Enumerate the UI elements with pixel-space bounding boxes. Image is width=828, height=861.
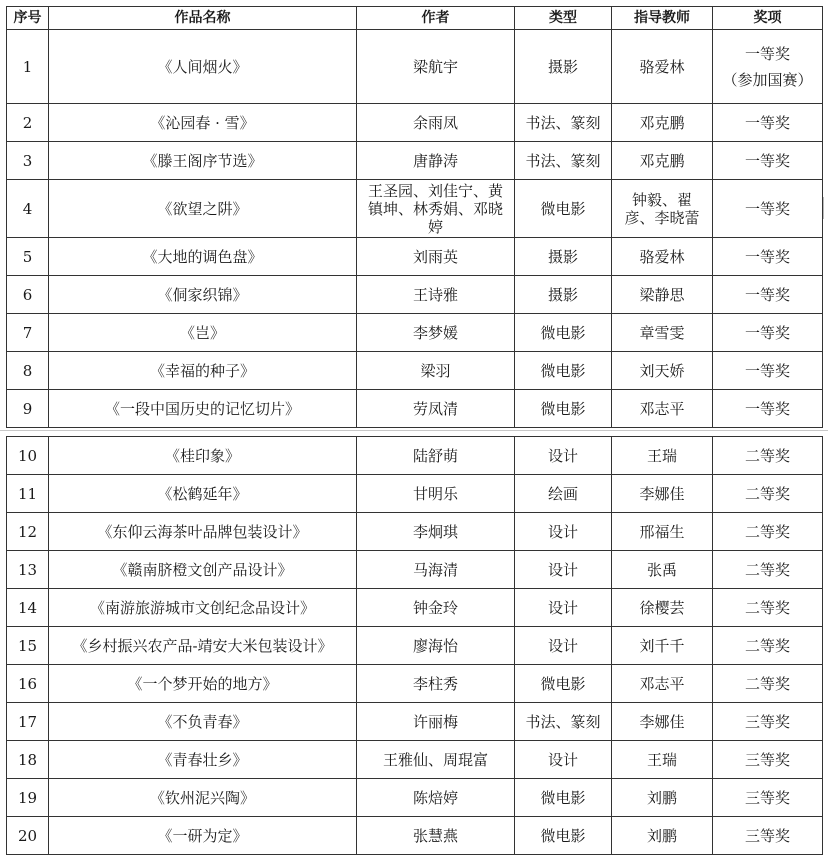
cell-author	[357, 589, 515, 627]
table-row	[7, 180, 823, 238]
cell-type	[515, 741, 612, 779]
cell-type	[515, 589, 612, 627]
cell-no	[7, 817, 49, 855]
cell-teacher	[612, 30, 713, 104]
award-text: 三等奖	[744, 826, 790, 845]
title-text: 《沁园春 · 雪》	[150, 113, 255, 132]
no-text: 6	[22, 285, 33, 304]
table-row	[7, 627, 823, 665]
cell-award	[713, 104, 823, 142]
no-text: 8	[22, 361, 33, 380]
page-separator	[0, 430, 828, 431]
cell-author	[357, 703, 515, 741]
teacher-text: 邓志平	[639, 399, 685, 418]
award-text: 二等奖	[744, 560, 790, 579]
teacher-text: 邓克鹏	[639, 113, 685, 132]
no-text: 20	[17, 826, 38, 845]
cell-award	[713, 665, 823, 703]
award-text: 二等奖	[744, 636, 790, 655]
cell-author	[357, 238, 515, 276]
author-text: 许丽梅	[412, 712, 458, 731]
cell-type	[515, 513, 612, 551]
type-text: 摄影	[547, 57, 578, 76]
cell-teacher	[612, 390, 713, 428]
cell-teacher	[612, 513, 713, 551]
cell-type	[515, 779, 612, 817]
awards-table-part-2	[6, 436, 823, 855]
cell-title	[49, 437, 357, 475]
table-row	[7, 513, 823, 551]
table-row	[7, 238, 823, 276]
award-text: 一等奖	[744, 44, 790, 63]
cell-no	[7, 314, 49, 352]
cell-title	[49, 390, 357, 428]
cell-no	[7, 779, 49, 817]
header-award: 奖项	[713, 7, 823, 30]
award-text: 一等奖	[744, 199, 790, 218]
teacher-text: 李娜佳	[639, 712, 685, 731]
cell-award	[713, 589, 823, 627]
cell-no	[7, 741, 49, 779]
title-text: 《桂印象》	[164, 446, 240, 465]
cell-title	[49, 142, 357, 180]
type-text: 设计	[547, 446, 578, 465]
teacher-text: 刘鹏	[646, 788, 677, 807]
award-text: 二等奖	[744, 674, 790, 693]
award-text: 二等奖	[744, 522, 790, 541]
cell-author	[357, 104, 515, 142]
cell-teacher	[612, 352, 713, 390]
teacher-text: 刘天娇	[639, 361, 685, 380]
cell-type	[515, 703, 612, 741]
award-text: 一等奖	[744, 399, 790, 418]
cell-award	[713, 475, 823, 513]
cell-title	[49, 352, 357, 390]
cell-author	[357, 665, 515, 703]
cell-no	[7, 276, 49, 314]
cell-type	[515, 627, 612, 665]
author-text: 廖海怡	[412, 636, 458, 655]
type-text: 书法、篆刻	[525, 113, 601, 132]
cell-author	[357, 817, 515, 855]
no-text: 19	[17, 788, 38, 807]
cell-award	[713, 352, 823, 390]
cell-teacher	[612, 180, 713, 238]
teacher-text: 李娜佳	[639, 484, 685, 503]
type-text: 摄影	[547, 247, 578, 266]
type-text: 绘画	[547, 484, 578, 503]
cell-no	[7, 104, 49, 142]
title-text: 《人间烟火》	[157, 57, 248, 76]
award-text: 二等奖	[744, 598, 790, 617]
awards-table-part-1	[6, 6, 823, 428]
cell-award	[713, 703, 823, 741]
type-text: 微电影	[540, 826, 586, 845]
title-text: 《东仰云海茶叶品牌包装设计》	[97, 522, 308, 541]
cell-teacher	[612, 314, 713, 352]
cell-teacher	[612, 238, 713, 276]
cell-award	[713, 741, 823, 779]
cell-title	[49, 627, 357, 665]
header-no: 序号	[7, 7, 49, 30]
teacher-text: 刘千千	[639, 636, 685, 655]
cell-title	[49, 513, 357, 551]
cell-type	[515, 180, 612, 238]
title-text: 《松鹤延年》	[157, 484, 248, 503]
cell-type	[515, 551, 612, 589]
cell-teacher	[612, 276, 713, 314]
author-text: 唐静涛	[412, 151, 458, 170]
author-text: 王雅仙、周琨富	[382, 750, 488, 769]
cell-award	[713, 437, 823, 475]
title-text: 《大地的调色盘》	[142, 247, 263, 266]
cell-author	[357, 437, 515, 475]
cell-award	[713, 627, 823, 665]
type-text: 设计	[547, 598, 578, 617]
cell-no	[7, 390, 49, 428]
cell-no	[7, 513, 49, 551]
author-text: 余雨凤	[412, 113, 458, 132]
award-text: 一等奖	[744, 323, 790, 342]
cell-title	[49, 30, 357, 104]
title-text: 《一研为定》	[157, 826, 248, 845]
author-text: 钟金玲	[412, 598, 458, 617]
cell-author	[357, 276, 515, 314]
type-text: 微电影	[540, 361, 586, 380]
title-text: 《一段中国历史的记忆切片》	[104, 399, 300, 418]
type-text: 设计	[547, 522, 578, 541]
cell-author	[357, 551, 515, 589]
cell-title	[49, 741, 357, 779]
cell-award	[713, 390, 823, 428]
cell-no	[7, 180, 49, 238]
header-type: 类型	[515, 7, 612, 30]
cell-type	[515, 314, 612, 352]
award-text: 一等奖	[744, 285, 790, 304]
cell-author	[357, 627, 515, 665]
type-text: 微电影	[540, 674, 586, 693]
no-text: 5	[22, 247, 33, 266]
author-text: 陈焙婷	[412, 788, 458, 807]
cell-title	[49, 665, 357, 703]
table-row	[7, 437, 823, 475]
cell-author	[357, 30, 515, 104]
no-text: 7	[22, 323, 33, 342]
cell-author	[357, 142, 515, 180]
author-text: 甘明乐	[412, 484, 458, 503]
no-text: 9	[22, 399, 33, 418]
cell-title	[49, 104, 357, 142]
cell-teacher	[612, 665, 713, 703]
cell-author	[357, 513, 515, 551]
teacher-text: 骆爱林	[639, 247, 685, 266]
cell-type	[515, 104, 612, 142]
cell-teacher	[612, 627, 713, 665]
type-text: 微电影	[540, 788, 586, 807]
cell-title	[49, 703, 357, 741]
teacher-text: 骆爱林	[639, 57, 685, 76]
award-text: 三等奖	[744, 712, 790, 731]
cell-teacher	[612, 551, 713, 589]
award-text: 二等奖	[744, 446, 790, 465]
cell-award	[713, 551, 823, 589]
award-text: 二等奖	[744, 484, 790, 503]
type-text: 设计	[547, 750, 578, 769]
cell-teacher	[612, 104, 713, 142]
cell-teacher	[612, 142, 713, 180]
author-text: 刘雨英	[412, 247, 458, 266]
no-text: 14	[17, 598, 38, 617]
cell-teacher	[612, 437, 713, 475]
type-text: 设计	[547, 560, 578, 579]
cell-type	[515, 437, 612, 475]
header-teacher: 指导教师	[612, 7, 713, 30]
no-text: 17	[17, 712, 38, 731]
award-note-text: （参加国赛）	[722, 70, 813, 89]
header-author: 作者	[357, 7, 515, 30]
cell-award	[713, 817, 823, 855]
title-text: 《幸福的种子》	[149, 361, 255, 380]
cell-title	[49, 551, 357, 589]
cell-type	[515, 276, 612, 314]
no-text: 1	[22, 57, 33, 76]
table-row	[7, 475, 823, 513]
cell-title	[49, 276, 357, 314]
cell-no	[7, 627, 49, 665]
cell-no	[7, 589, 49, 627]
no-text: 2	[22, 113, 33, 132]
teacher-text: 张禹	[646, 560, 677, 579]
teacher-text: 邢福生	[639, 522, 685, 541]
award-text: 一等奖	[744, 113, 790, 132]
cell-award	[713, 238, 823, 276]
table-row	[7, 314, 823, 352]
cell-award	[713, 30, 823, 104]
author-text: 劳凤清	[412, 399, 458, 418]
table-row	[7, 665, 823, 703]
title-text: 《不负青春》	[157, 712, 248, 731]
author-text: 李梦媛	[412, 323, 458, 342]
cell-no	[7, 30, 49, 104]
cell-author	[357, 779, 515, 817]
cell-author	[357, 352, 515, 390]
cell-teacher	[612, 817, 713, 855]
cell-teacher	[612, 475, 713, 513]
header-row	[7, 7, 823, 30]
type-text: 书法、篆刻	[525, 151, 601, 170]
teacher-text: 钟毅、翟彦、李晓蕾	[624, 190, 700, 227]
cell-award	[713, 779, 823, 817]
author-text: 王圣园、刘佳宁、黄镇坤、林秀娟、邓晓婷	[367, 181, 503, 236]
cell-award	[713, 180, 823, 238]
cell-type	[515, 390, 612, 428]
cell-award	[713, 314, 823, 352]
no-text: 13	[17, 560, 38, 579]
teacher-text: 梁静思	[639, 285, 685, 304]
no-text: 11	[17, 484, 38, 503]
cell-type	[515, 238, 612, 276]
author-text: 梁航宇	[412, 57, 458, 76]
teacher-text: 刘鹏	[646, 826, 677, 845]
title-text: 《乡村振兴农产品-靖安大米包装设计》	[72, 636, 333, 655]
cell-title	[49, 180, 357, 238]
table-row	[7, 589, 823, 627]
teacher-text: 徐樱芸	[639, 598, 685, 617]
award-text: 一等奖	[744, 361, 790, 380]
cell-award	[713, 513, 823, 551]
no-text: 16	[17, 674, 38, 693]
no-text: 4	[22, 199, 33, 218]
type-text: 微电影	[540, 323, 586, 342]
cell-teacher	[612, 741, 713, 779]
cell-type	[515, 475, 612, 513]
cell-title	[49, 779, 357, 817]
cell-no	[7, 703, 49, 741]
award-text: 三等奖	[744, 750, 790, 769]
no-text: 12	[17, 522, 38, 541]
title-text: 《滕王阁序节选》	[142, 151, 263, 170]
cell-no	[7, 352, 49, 390]
type-text: 书法、篆刻	[525, 712, 601, 731]
table-row	[7, 390, 823, 428]
type-text: 摄影	[547, 285, 578, 304]
title-text: 《南游旅游城市文创纪念品设计》	[89, 598, 315, 617]
table-row	[7, 104, 823, 142]
no-text: 3	[22, 151, 33, 170]
table-row	[7, 142, 823, 180]
cell-title	[49, 817, 357, 855]
title-text: 《赣南脐橙文创产品设计》	[112, 560, 293, 579]
cell-author	[357, 314, 515, 352]
no-text: 10	[17, 446, 38, 465]
cell-award	[713, 276, 823, 314]
cell-title	[49, 589, 357, 627]
cell-type	[515, 352, 612, 390]
margin-mark	[823, 197, 828, 219]
author-text: 李炯琪	[412, 522, 458, 541]
cell-no	[7, 437, 49, 475]
type-text: 微电影	[540, 199, 586, 218]
author-text: 马海清	[412, 560, 458, 579]
cell-author	[357, 180, 515, 238]
award-text: 一等奖	[744, 247, 790, 266]
table-row	[7, 741, 823, 779]
cell-author	[357, 475, 515, 513]
title-text: 《一个梦开始的地方》	[127, 674, 278, 693]
teacher-text: 章雪雯	[639, 323, 685, 342]
title-text: 《钦州泥兴陶》	[149, 788, 255, 807]
author-text: 张慧燕	[412, 826, 458, 845]
table-row	[7, 352, 823, 390]
title-text: 《青春壮乡》	[157, 750, 248, 769]
cell-teacher	[612, 703, 713, 741]
teacher-text: 邓克鹏	[639, 151, 685, 170]
author-text: 王诗雅	[412, 285, 458, 304]
cell-no	[7, 551, 49, 589]
cell-title	[49, 475, 357, 513]
type-text: 微电影	[540, 399, 586, 418]
author-text: 陆舒萌	[412, 446, 458, 465]
type-text: 设计	[547, 636, 578, 655]
cell-type	[515, 817, 612, 855]
table-row	[7, 817, 823, 855]
teacher-text: 王瑞	[646, 750, 677, 769]
cell-teacher	[612, 589, 713, 627]
cell-award	[713, 142, 823, 180]
author-text: 梁羽	[420, 361, 451, 380]
author-text: 李柱秀	[412, 674, 458, 693]
cell-no	[7, 475, 49, 513]
table-row	[7, 551, 823, 589]
no-text: 18	[17, 750, 38, 769]
title-text: 《侗家织锦》	[157, 285, 248, 304]
teacher-text: 邓志平	[639, 674, 685, 693]
table-row	[7, 30, 823, 104]
cell-type	[515, 665, 612, 703]
table-row	[7, 703, 823, 741]
table-row	[7, 779, 823, 817]
no-text: 15	[17, 636, 38, 655]
cell-no	[7, 665, 49, 703]
header-title: 作品名称	[49, 7, 357, 30]
title-text: 《欲望之阱》	[157, 199, 248, 218]
cell-title	[49, 238, 357, 276]
award-text: 一等奖	[744, 151, 790, 170]
cell-type	[515, 142, 612, 180]
table-row	[7, 276, 823, 314]
teacher-text: 王瑞	[646, 446, 677, 465]
cell-no	[7, 238, 49, 276]
cell-title	[49, 314, 357, 352]
award-text: 三等奖	[744, 788, 790, 807]
cell-author	[357, 390, 515, 428]
cell-type	[515, 30, 612, 104]
title-text: 《岂》	[179, 323, 225, 342]
cell-no	[7, 142, 49, 180]
cell-author	[357, 741, 515, 779]
cell-teacher	[612, 779, 713, 817]
